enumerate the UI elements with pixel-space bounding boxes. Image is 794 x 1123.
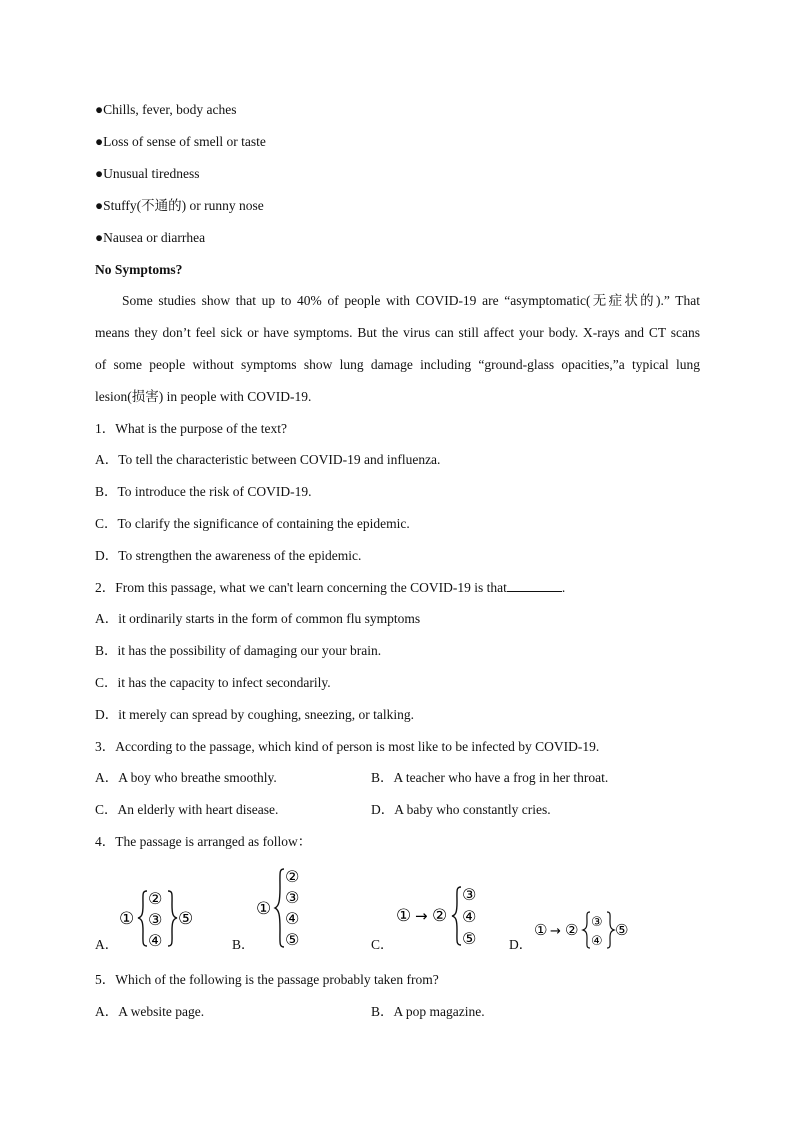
diagram-d-left-brace [583, 912, 590, 948]
diagram-b-node-1: ① [256, 899, 272, 919]
diagram-a-left-brace [138, 891, 147, 946]
diagram-a-right-brace [168, 891, 177, 946]
diagram-c-arrow: → [415, 907, 428, 925]
q4-option-b-label: B． [232, 937, 255, 952]
diagram-a-node-4: ④ [148, 931, 163, 950]
diagram-b-left-brace [275, 869, 284, 947]
q2-option-c: C．it has the capacity to infect secondarily. [95, 675, 331, 690]
diagram-c-node-5: ⑤ [462, 929, 477, 948]
q2-stem-end: . [561, 580, 566, 595]
q4-option-d-label: D． [509, 937, 533, 952]
diagram-c-brace [452, 887, 461, 945]
q2-stem-line [95, 579, 565, 597]
q2-answer-blank [507, 579, 562, 592]
diagram-b-node-5: ⑤ [285, 930, 300, 949]
diagram-d-arrow: → [550, 924, 561, 939]
q2-stem: 2．From this passage, what we can't learn concerning the COVID-19 is that [95, 580, 507, 595]
section-heading: No Symptoms? [95, 262, 183, 277]
diagram-a-node-2: ② [148, 889, 163, 908]
bullet-smell-taste: ●Loss of sense of smell or taste [95, 134, 266, 149]
q1-option-b: B．To introduce the risk of COVID-19. [95, 484, 312, 499]
diagram-c-node-2: ② [432, 906, 448, 926]
q3-option-a: A．A boy who breathe smoothly. [95, 770, 277, 785]
q4-stem: 4．The passage is arranged as follow： [95, 834, 312, 849]
q4-diagram-b [254, 863, 309, 951]
diagram-b-node-4: ④ [285, 909, 300, 928]
q4-option-a-label: A． [95, 937, 119, 952]
diagram-c-node-3: ③ [462, 885, 477, 904]
q4-diagram-d [534, 909, 634, 951]
q1-option-c: C．To clarify the significance of containing the epidemic. [95, 516, 410, 531]
bullet-nausea: ●Nausea or diarrhea [95, 230, 206, 245]
diagram-a-node-1: ① [119, 909, 135, 929]
diagram-d-node-3: ③ [591, 915, 603, 930]
q3-stem: 3．According to the passage, which kind of person is most like to be infected by COVID-19. [95, 739, 600, 754]
q4-diagram-c [395, 882, 495, 950]
q1-option-a: A．To tell the characteristic between COVID-19 and influenza. [95, 452, 441, 467]
diagram-a-node-3: ③ [148, 910, 163, 929]
q4-diagram-a [115, 885, 200, 951]
diagram-d-node-5: ⑤ [615, 921, 629, 939]
diagram-b-node-3: ③ [285, 888, 300, 907]
q1-option-d: D．To strengthen the awareness of the epidemic. [95, 548, 362, 563]
bullet-stuffy-nose: ●Stuffy(不通的) or runny nose [95, 198, 264, 213]
q5-option-a: A．A website page. [95, 1004, 205, 1019]
bullet-chills: ●Chills, fever, body aches [95, 102, 237, 117]
q2-option-a: A．it ordinarily starts in the form of common flu symptoms [95, 611, 421, 626]
q2-option-d: D．it merely can spread by coughing, sneezing, or talking. [95, 707, 415, 722]
paragraph-line-1: Some studies show that up to 40% of people with COVID-19 are “asymptomatic(无症状的).” That [122, 293, 700, 308]
q3-option-c: C．An elderly with heart disease. [95, 802, 279, 817]
q5-stem: 5．Which of the following is the passage probably taken from? [95, 972, 439, 987]
diagram-d-node-2: ② [565, 921, 579, 939]
diagram-c-node-4: ④ [462, 907, 477, 926]
q5-option-b: B．A pop magazine. [371, 1004, 485, 1019]
paragraph-line-2: means they don’t feel sick or have symptoms. But the virus can still affect your body. X-rays and CT scans [95, 325, 700, 340]
q3-option-b: B．A teacher who have a frog in her throat. [371, 770, 609, 785]
q4-option-c-label: C． [371, 937, 394, 952]
diagram-c-node-1: ① [396, 906, 412, 926]
bullet-tiredness: ●Unusual tiredness [95, 166, 200, 181]
diagram-d-node-1: ① [534, 921, 548, 939]
diagram-b-node-2: ② [285, 867, 300, 886]
q1-stem: 1．What is the purpose of the text? [95, 421, 287, 436]
diagram-d-node-4: ④ [591, 934, 603, 949]
diagram-a-node-5: ⑤ [178, 909, 194, 929]
q2-option-b: B．it has the possibility of damaging our your brain. [95, 643, 382, 658]
paragraph-line-3: of some people without symptoms show lung damage including “ground-glass opacities,”a typical lung [95, 357, 700, 372]
q3-option-d: D．A baby who constantly cries. [371, 802, 551, 817]
paragraph-line-4: lesion(损害) in people with COVID-19. [95, 389, 312, 404]
diagram-d-right-brace [607, 912, 614, 948]
